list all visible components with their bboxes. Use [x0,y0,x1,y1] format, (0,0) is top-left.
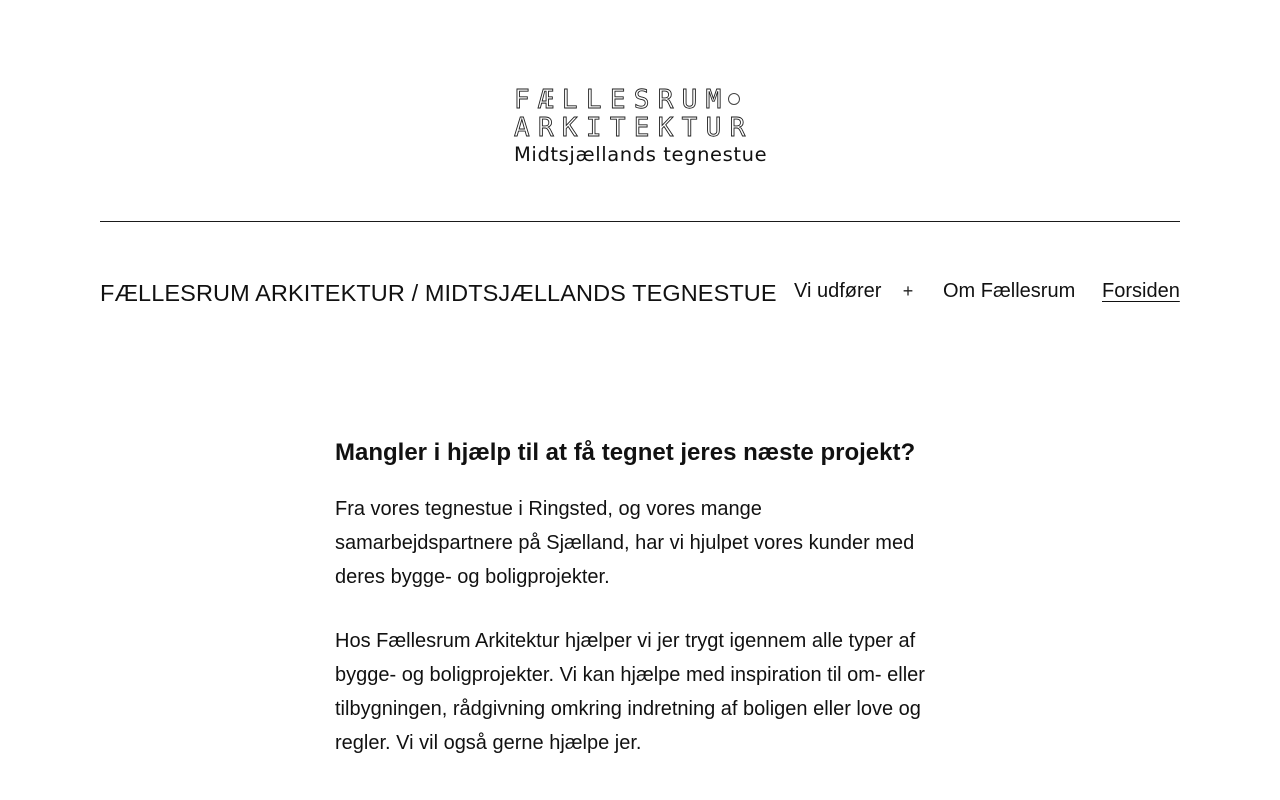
logo-line-2: ARKITEKTUR [514,113,754,143]
nav-item-forsiden[interactable]: Forsiden [1102,280,1180,302]
logo-tagline: Midtsjællands tegnestue [514,143,768,166]
logo-line-1: FÆLLESRUM [514,86,762,114]
nav-item-om-faellesrum[interactable]: Om Fællesrum [943,280,1076,302]
nav-item-vi-udforer[interactable]: Vi udfører [794,280,882,302]
content-paragraph: Fra vores tegnestue i Ringsted, og vores mange samarbejdspartnere på Sjælland, har vi hjulpet vores kunder med deres bygge- og boligprojekter. [335,498,915,588]
site-title-link[interactable]: FÆLLESRUM ARKITEKTUR / MIDTSJÆLLANDS TEGNESTUE [100,280,777,306]
site-logo[interactable] [512,85,768,176]
logo-circle-icon [728,93,740,105]
submenu-expand-plus-icon[interactable]: + [900,278,916,304]
content-paragraph: Hos Fællesrum Arkitektur hjælper vi jer trygt igennem alle typer af bygge- og boligprojekter. Vi kan hjælpe med inspiration til om- eller tilbygningen, rådgivning omkring indretning af boligen eller love og regler. Vi vil også gerne hjælpe jer. [335,630,925,754]
header-divider [100,221,1180,222]
content-heading: Mangler i hjælp til at få tegnet jeres næste projekt? [335,439,916,466]
main-content [335,436,935,790]
